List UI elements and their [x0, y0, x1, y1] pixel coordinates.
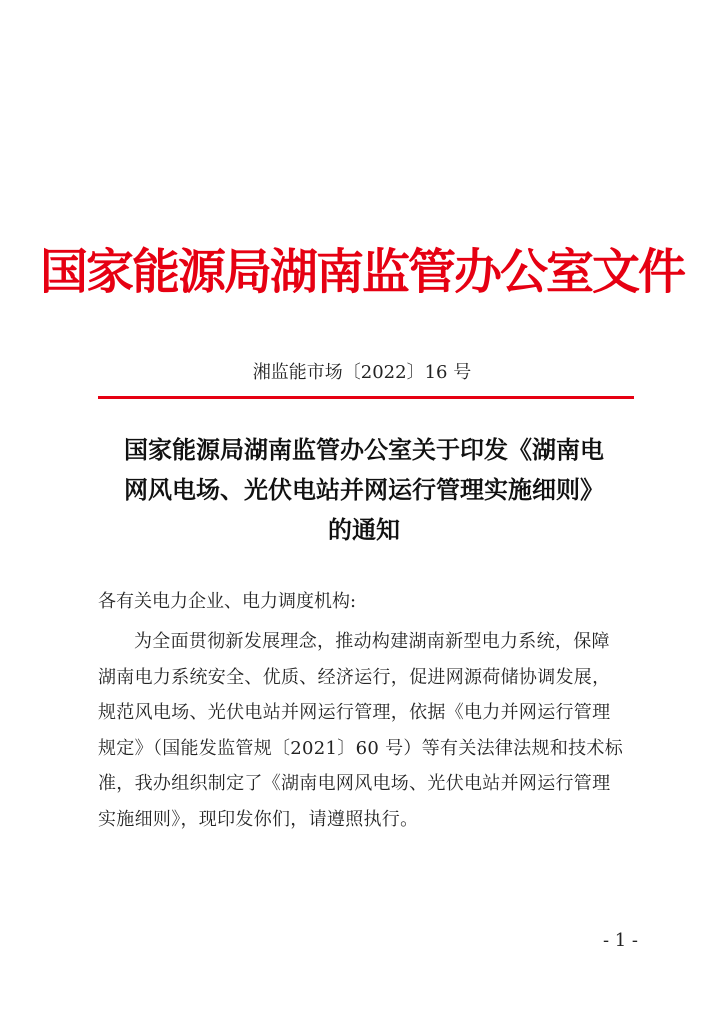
body-line: 准，我办组织制定了《湖南电网风电场、光伏电站并网运行管理: [98, 773, 611, 794]
body-line: 实施细则》，现印发你们，请遵照执行。: [98, 808, 419, 830]
document-number: 湘监能市场〔2022〕16 号: [252, 362, 472, 383]
title-line: 网风电场、光伏电站并网运行管理实施细则》: [124, 475, 604, 504]
red-divider-line: [98, 396, 634, 399]
body-line: 湖南电力系统安全、优质、经济运行，促进网源荷储协调发展，: [98, 666, 611, 688]
document-masthead: 国家能源局湖南监管办公室文件: [39, 244, 684, 300]
page-number: - 1 -: [602, 930, 638, 951]
body-line: 为全面贯彻新发展理念，推动构建湖南新型电力系统，保障: [134, 631, 610, 652]
title-line: 的通知: [328, 515, 400, 544]
document-title: [94, 430, 634, 550]
body-line: 规范风电场、光伏电站并网运行管理，依据《电力并网运行管理: [98, 702, 611, 723]
title-line: 国家能源局湖南监管办公室关于印发《湖南电: [124, 435, 604, 464]
body-line: 规定》（国能发监管规〔2021〕60 号）等有关法律法规和技术标: [98, 737, 624, 759]
body-paragraph: [98, 624, 638, 837]
salutation: 各有关电力企业、电力调度机构:: [98, 591, 357, 612]
